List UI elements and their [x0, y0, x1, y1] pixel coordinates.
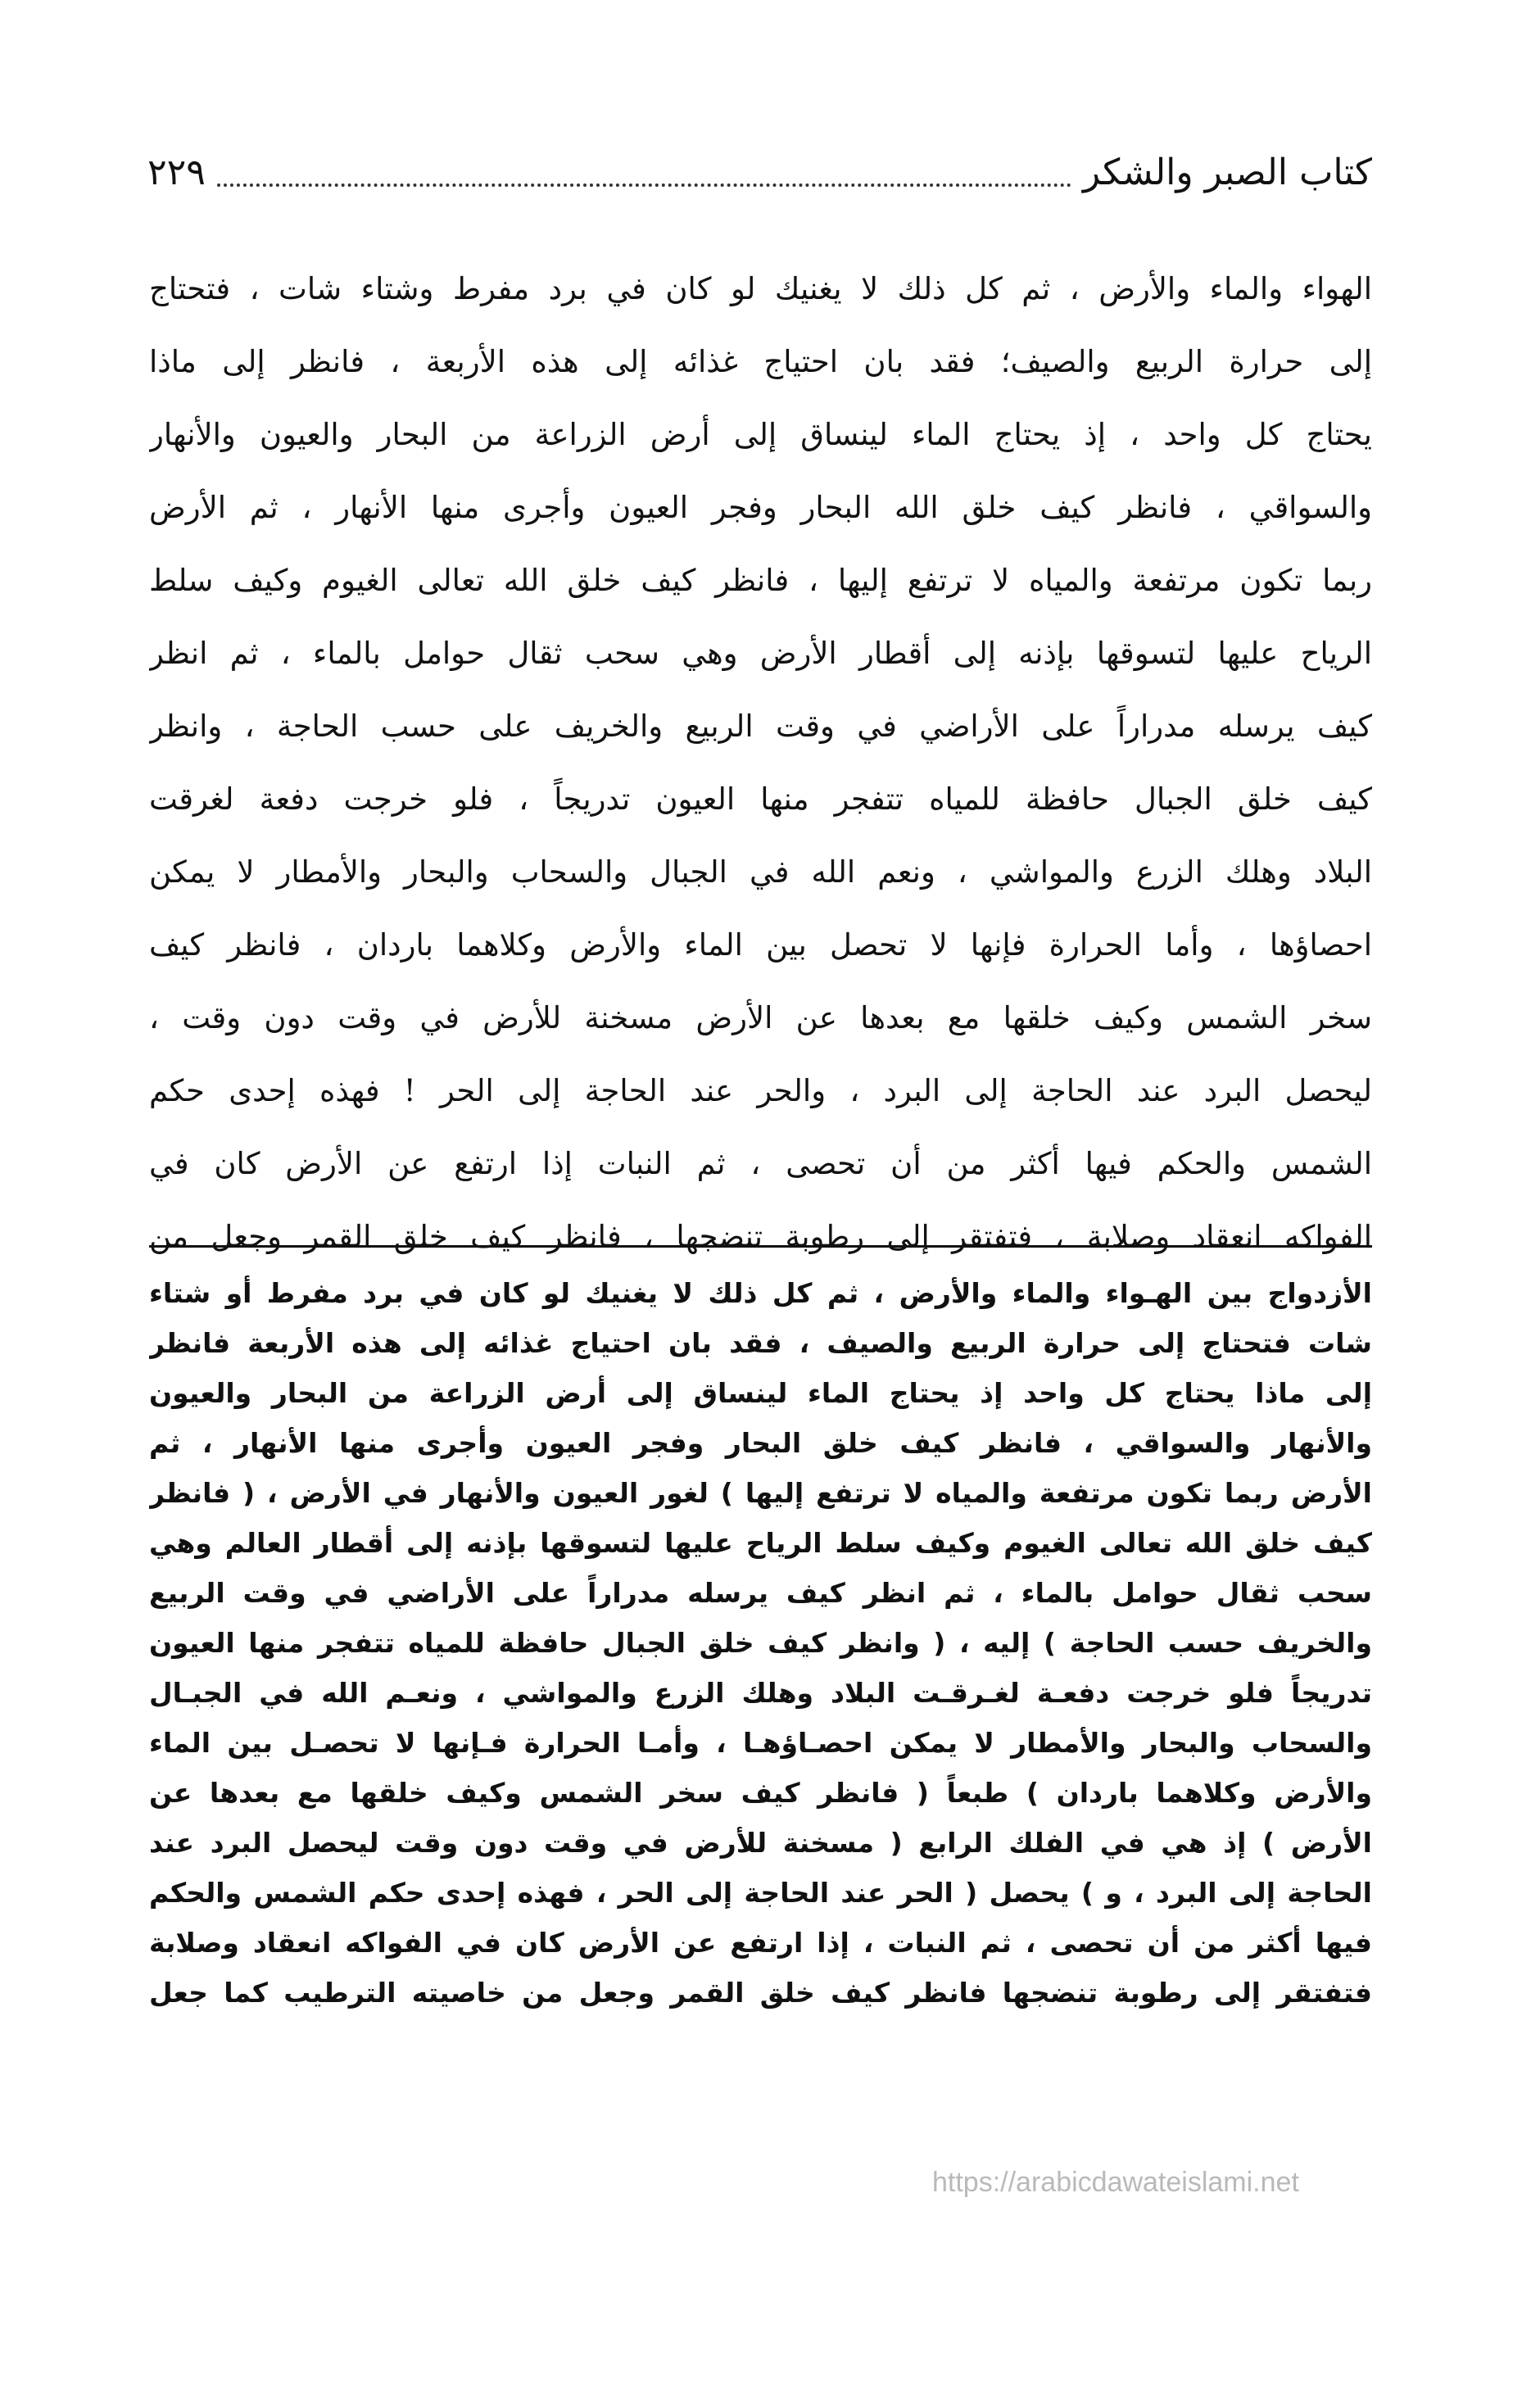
main-text-line: ربما تكون مرتفعة والمياه لا ترتفع إليها ، فانظر كيف خلق الله تعالى الغيوم وكيف سلط	[149, 563, 1372, 598]
main-text-line: كيف يرسله مدراراً على الأراضي في وقت الربيع والخريف على حسب الحاجة ، وانظر	[149, 709, 1372, 744]
commentary-line: كيف خلق الله تعالى الغيوم وكيف سلط الرياح عليها لتسوقها بإذنه إلى أقطار العالم وهي	[149, 1527, 1372, 1559]
main-text-line: إلى حرارة الربيع والصيف؛ فقد بان احتياج غذائه إلى هذه الأربعة ، فانظر إلى ماذا	[149, 344, 1372, 379]
commentary-line: الأرض ) إذ هي في الفلك الرابع ( مسخنة للأرض في وقت دون وقت ليحصل البرد عند	[149, 1827, 1372, 1859]
main-text-line: الفواكه انعقاد وصلابة ، فتفتقر إلى رطوبة تنضجها ، فانظر كيف خلق القمر وجعل من	[149, 1219, 1372, 1254]
running-header	[147, 139, 1372, 205]
main-text-line: والسواقي ، فانظر كيف خلق الله البحار وفجر العيون وأجرى منها الأنهار ، ثم الأرض	[149, 490, 1372, 525]
commentary-text	[149, 1268, 1372, 2018]
commentary-line: الأرض ربما تكون مرتفعة والمياه لا ترتفع إليها ) لغور العيون والأنهار في الأرض ، ( فانظر	[149, 1477, 1372, 1509]
watermark-url: https://arabicdawateislami.net	[932, 2167, 1299, 2198]
commentary-line: والسحاب والبحار والأمطار لا يمكن احصـاؤهـا ، وأمـا الحرارة فـإنها لا تحصـل بين الماء	[149, 1727, 1372, 1759]
commentary-line: فيها أكثر من أن تحصى ، ثم النبات ، إذا ارتفع عن الأرض كان في الفواكه انعقاد وصلابة	[149, 1927, 1372, 1959]
page-number: ٢٢٩	[147, 151, 206, 193]
book-title: كتاب الصبر والشكر	[1082, 151, 1372, 193]
commentary-line: سحب ثقال حوامل بالماء ، ثم انظر كيف يرسله مدراراً على الأراضي في وقت الربيع	[149, 1577, 1372, 1609]
main-text	[149, 252, 1372, 1273]
commentary-line: شات فتحتاج إلى حرارة الربيع والصيف ، فقد بان احتياج غذائه إلى هذه الأربعة فانظر	[149, 1327, 1372, 1359]
main-text-line: يحتاج كل واحد ، إذ يحتاج الماء لينساق إلى أرض الزراعة من البحار والعيون والأنهار	[149, 417, 1372, 452]
main-text-line: الرياح عليها لتسوقها بإذنه إلى أقطار الأرض وهي سحب ثقال حوامل بالماء ، ثم انظر	[149, 636, 1372, 671]
commentary-line: إلى ماذا يحتاج كل واحد إذ يحتاج الماء لينساق إلى أرض الزراعة من البحار والعيون	[149, 1377, 1372, 1409]
commentary-line: والخريف حسب الحاجة ) إليه ، ( وانظر كيف خلق الجبال حافظة للمياه تتفجر منها العيون	[149, 1627, 1372, 1659]
main-text-line: الهواء والماء والأرض ، ثم كل ذلك لا يغنيك لو كان في برد مفرط وشتاء شات ، فتحتاج	[149, 271, 1372, 306]
main-text-line: ليحصل البرد عند الحاجة إلى البرد ، والحر عند الحاجة إلى الحر ! فهذه إحدى حكم	[149, 1073, 1372, 1108]
commentary-line: تدريجاً فلو خرجت دفعـة لغـرقـت البلاد وهلك الزرع والمواشي ، ونعـم الله في الجبـال	[149, 1677, 1372, 1709]
main-text-line: احصاؤها ، وأما الحرارة فإنها لا تحصل بين الماء والأرض وكلاهما باردان ، فانظر كيف	[149, 927, 1372, 963]
main-text-line: كيف خلق الجبال حافظة للمياه تتفجر منها العيون تدريجاً ، فلو خرجت دفعة لغرقت	[149, 781, 1372, 817]
commentary-line: الحاجة إلى البرد ، و ) يحصل ( الحر عند الحاجة إلى الحر ، فهذه إحدى حكم الشمس والحكم	[149, 1877, 1372, 1909]
commentary-line: الأزدواج بين الهـواء والماء والأرض ، ثم كل ذلك لا يغنيك لو كان في برد مفرط أو شتاء	[149, 1277, 1372, 1309]
commentary-line: فتفتقر إلى رطوبة تنضجها فانظر كيف خلق القمر وجعل من خاصيته الترطيب كما جعل	[149, 1977, 1372, 2009]
commentary-line: والأرض وكلاهما باردان ) طبعاً ( فانظر كيف سخر الشمس وكيف خلقها مع بعدها عن	[149, 1777, 1372, 1809]
main-text-line: الشمس والحكم فيها أكثر من أن تحصى ، ثم النبات إذا ارتفع عن الأرض كان في	[149, 1146, 1372, 1181]
section-divider	[149, 1245, 1372, 1248]
main-text-line: سخر الشمس وكيف خلقها مع بعدها عن الأرض مسخنة للأرض في وقت دون وقت ،	[149, 1000, 1372, 1035]
main-text-line: البلاد وهلك الزرع والمواشي ، ونعم الله في الجبال والسحاب والبحار والأمطار لا يمكن	[149, 854, 1372, 890]
header-dotted-leader	[217, 183, 1071, 187]
commentary-line: والأنهار والسواقي ، فانظر كيف خلق البحار وفجر العيون وأجرى منها الأنهار ، ثم	[149, 1427, 1372, 1459]
